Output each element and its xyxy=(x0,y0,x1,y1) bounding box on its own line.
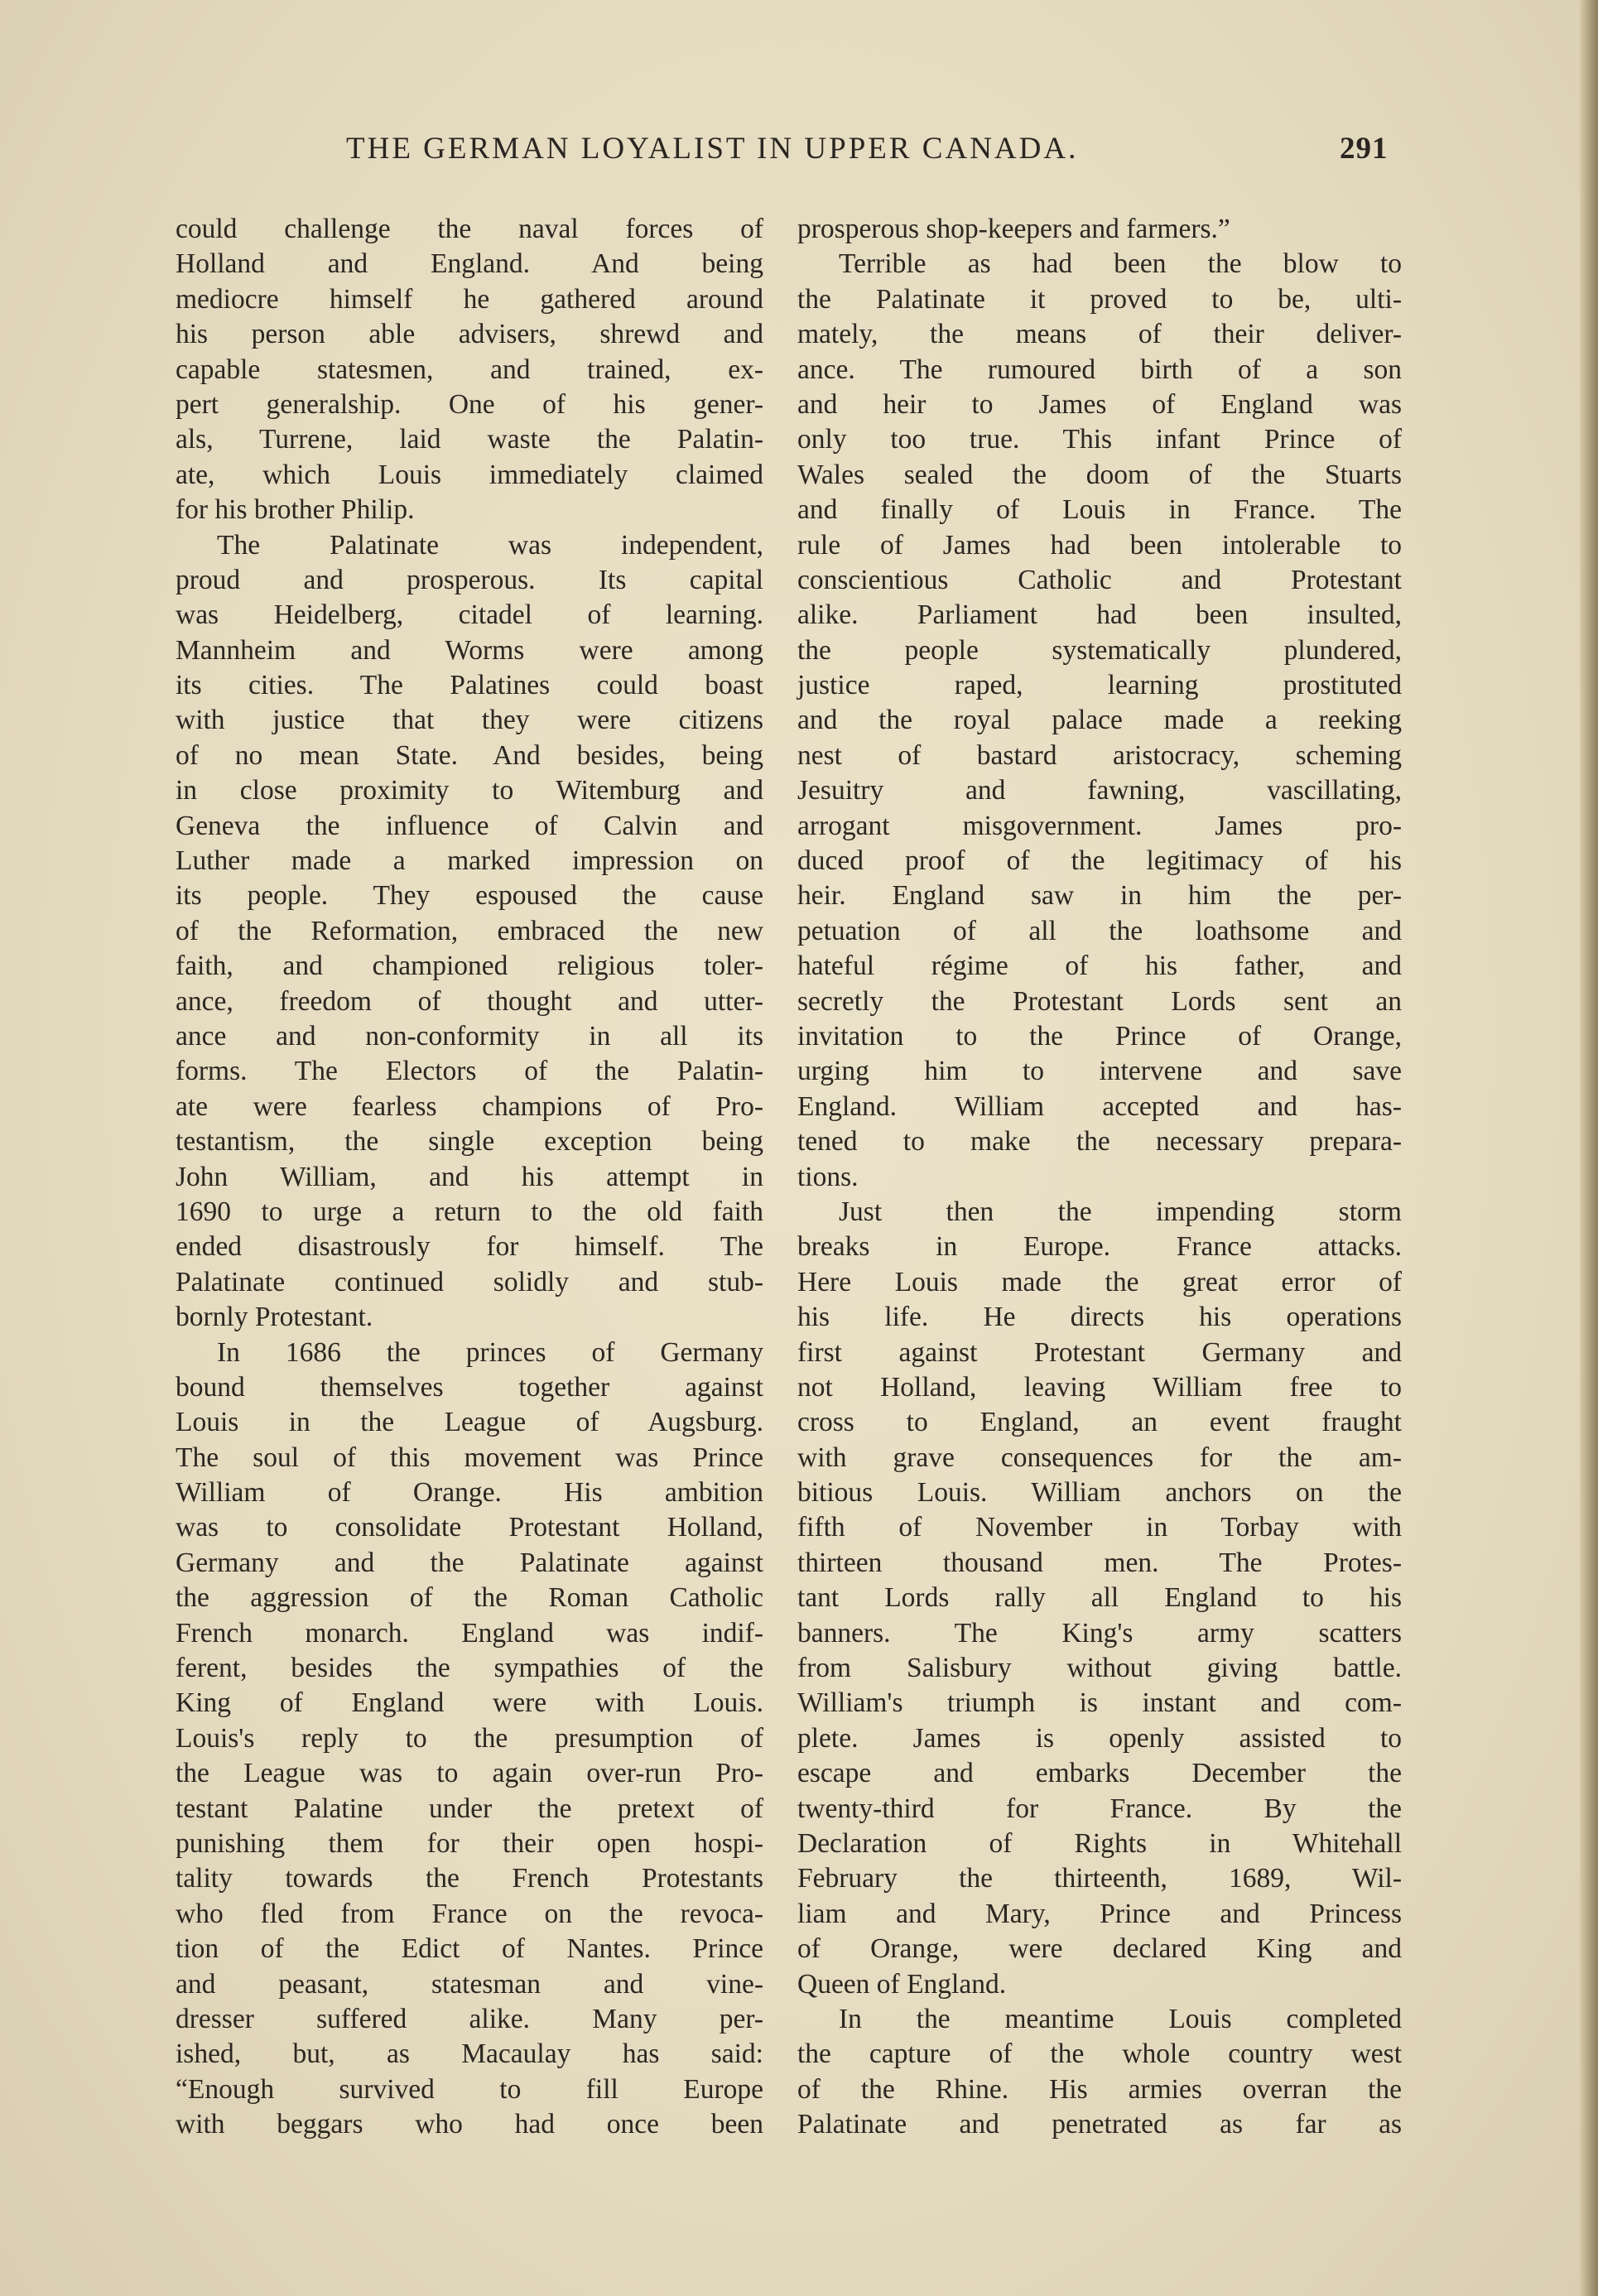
text-line: invitation to the Prince of Orange, xyxy=(797,1020,1402,1052)
text-line: punishing them for their open hospi- xyxy=(176,1827,763,1859)
text-line: twenty-third for France. By the xyxy=(797,1793,1402,1824)
text-line: of the Reformation, embraced the new xyxy=(176,915,763,946)
text-line: its people. They espoused the cause xyxy=(176,880,763,912)
text-line: the capture of the whole country west xyxy=(797,2038,1402,2070)
text-line: thirteen thousand men. The Protes- xyxy=(797,1547,1402,1578)
text-line: nest of bastard aristocracy, scheming xyxy=(797,739,1402,771)
text-line: heir. England saw in him the per- xyxy=(797,880,1402,912)
text-line: justice raped, learning prostituted xyxy=(797,670,1402,701)
text-line: capable statesmen, and trained, ex- xyxy=(176,354,763,385)
text-line: tant Lords rally all England to his xyxy=(797,1582,1402,1614)
text-line: William's triumph is instant and com- xyxy=(797,1687,1402,1719)
text-line: alike. Parliament had been insulted, xyxy=(797,599,1402,631)
text-line: William of Orange. His ambition xyxy=(176,1477,763,1509)
text-line: testantism, the single exception being xyxy=(176,1126,763,1158)
text-line: tions. xyxy=(797,1161,859,1192)
text-line: tality towards the French Protestants xyxy=(176,1863,763,1894)
text-line: his person able advisers, shrewd and xyxy=(176,319,763,350)
text-line: urging him to intervene and save xyxy=(797,1056,1402,1087)
text-line: Germany and the Palatinate against xyxy=(176,1547,763,1578)
text-line: could challenge the naval forces of xyxy=(176,214,763,244)
text-line: cross to England, an event fraught xyxy=(797,1407,1402,1438)
text-line: escape and embarks December the xyxy=(797,1758,1402,1789)
text-line: faith, and championed religious toler- xyxy=(176,951,763,982)
text-line: Wales sealed the doom of the Stuarts xyxy=(797,459,1402,490)
text-line: conscientious Catholic and Protestant xyxy=(797,564,1402,595)
text-line: first against Protestant Germany and xyxy=(797,1336,1402,1368)
text-line: fifth of November in Torbay with xyxy=(797,1512,1402,1543)
text-line: its cities. The Palatines could boast xyxy=(176,670,763,701)
text-line: ferent, besides the sympathies of the xyxy=(176,1653,763,1684)
text-line: rule of James had been intolerable to xyxy=(797,529,1402,561)
text-line: tened to make the necessary prepara- xyxy=(797,1126,1402,1158)
text-line: the people systematically plundered, xyxy=(797,634,1402,666)
text-line: from Salisbury without giving battle. xyxy=(797,1653,1402,1684)
text-line: pert generalship. One of his gener- xyxy=(176,388,763,420)
text-line: als, Turrene, laid waste the Palatin- xyxy=(176,424,763,455)
text-line: mediocre himself he gathered around xyxy=(176,283,763,315)
text-line: England. William accepted and has- xyxy=(797,1090,1402,1122)
right-column xyxy=(797,212,1402,2142)
text-line: tion of the Edict of Nantes. Prince xyxy=(176,1933,763,1965)
page-edge xyxy=(1580,0,1598,2296)
text-line: with grave consequences for the am- xyxy=(797,1442,1402,1473)
text-line: duced proof of the legitimacy of his xyxy=(797,845,1402,877)
text-line: and the royal palace made a reeking xyxy=(797,705,1402,736)
text-line: dresser suffered alike. Many per- xyxy=(176,2003,763,2034)
text-line: not Holland, leaving William free to xyxy=(797,1371,1402,1403)
text-line: ance. The rumoured birth of a son xyxy=(797,354,1402,385)
text-line: of Orange, were declared King and xyxy=(797,1933,1402,1965)
text-line: banners. The King's army scatters xyxy=(797,1617,1402,1649)
text-line: who fled from France on the revoca- xyxy=(176,1898,763,1929)
text-line: Just then the impending storm xyxy=(839,1196,1402,1227)
text-line: Luther made a marked impression on xyxy=(176,845,763,877)
text-line: “Enough survived to fill Europe xyxy=(176,2073,763,2105)
text-line: The Palatinate was independent, xyxy=(217,529,763,561)
left-column xyxy=(176,212,763,2142)
text-line: secretly the Protestant Lords sent an xyxy=(797,985,1402,1017)
page-number: 291 xyxy=(1340,132,1389,166)
text-line: bitious Louis. William anchors on the xyxy=(797,1477,1402,1509)
text-line: in close proximity to Witemburg and xyxy=(176,775,763,806)
text-line: of no mean State. And besides, being xyxy=(176,739,763,771)
text-line: testant Palatine under the pretext of xyxy=(176,1793,763,1824)
page-header xyxy=(0,131,1598,181)
text-line: Geneva the influence of Calvin and xyxy=(176,810,763,841)
text-line: liam and Mary, Prince and Princess xyxy=(797,1898,1402,1929)
text-line: forms. The Electors of the Palatin- xyxy=(176,1056,763,1087)
text-line: plete. James is openly assisted to xyxy=(797,1722,1402,1754)
text-line: French monarch. England was indif- xyxy=(176,1617,763,1649)
text-line: King of England were with Louis. xyxy=(176,1687,763,1719)
text-line: only too true. This infant Prince of xyxy=(797,424,1402,455)
text-line: Louis's reply to the presumption of xyxy=(176,1722,763,1754)
text-line: Holland and England. And being xyxy=(176,248,763,280)
text-line: with justice that they were citizens xyxy=(176,705,763,736)
text-line: petuation of all the loathsome and xyxy=(797,915,1402,946)
running-title: THE GERMAN LOYALIST IN UPPER CANADA. xyxy=(346,132,1079,166)
text-line: the League was to again over-run Pro- xyxy=(176,1758,763,1789)
text-line: with beggars who had once been xyxy=(176,2109,763,2140)
text-line: In the meantime Louis completed xyxy=(839,2003,1402,2034)
text-line: and heir to James of England was xyxy=(797,388,1402,420)
text-line: prosperous shop-keepers and farmers.” xyxy=(797,214,1230,244)
text-line: and finally of Louis in France. The xyxy=(797,494,1402,526)
text-line: Declaration of Rights in Whitehall xyxy=(797,1827,1402,1859)
text-line: John William, and his attempt in xyxy=(176,1161,763,1192)
text-line: of the Rhine. His armies overran the xyxy=(797,2073,1402,2105)
text-line: ished, but, as Macaulay has said: xyxy=(176,2038,763,2070)
text-line: hateful régime of his father, and xyxy=(797,951,1402,982)
text-line: Here Louis made the great error of xyxy=(797,1266,1402,1297)
text-line: arrogant misgovernment. James pro- xyxy=(797,810,1402,841)
text-line: The soul of this movement was Prince xyxy=(176,1442,763,1473)
text-line: the Palatinate it proved to be, ulti- xyxy=(797,283,1402,315)
text-line: ance, freedom of thought and utter- xyxy=(176,985,763,1017)
text-line: February the thirteenth, 1689, Wil- xyxy=(797,1863,1402,1894)
text-line: 1690 to urge a return to the old faith xyxy=(176,1196,763,1227)
text-line: was Heidelberg, citadel of learning. xyxy=(176,599,763,631)
text-line: Jesuitry and fawning, vascillating, xyxy=(797,775,1402,806)
text-line: ate, which Louis immediately claimed xyxy=(176,459,763,490)
text-line: and peasant, statesman and vine- xyxy=(176,1968,763,2000)
text-line: proud and prosperous. Its capital xyxy=(176,564,763,595)
text-line: for his brother Philip. xyxy=(176,494,415,526)
text-line: Palatinate continued solidly and stub- xyxy=(176,1266,763,1297)
text-line: the aggression of the Roman Catholic xyxy=(176,1582,763,1614)
text-line: ended disastrously for himself. The xyxy=(176,1231,763,1263)
text-line: bound themselves together against xyxy=(176,1371,763,1403)
text-line: ance and non-conformity in all its xyxy=(176,1020,763,1052)
text-line: was to consolidate Protestant Holland, xyxy=(176,1512,763,1543)
text-line: Terrible as had been the blow to xyxy=(839,248,1402,280)
text-line: Queen of England. xyxy=(797,1968,1007,2000)
text-line: his life. He directs his operations xyxy=(797,1302,1402,1333)
text-line: Louis in the League of Augsburg. xyxy=(176,1407,763,1438)
text-line: In 1686 the princes of Germany xyxy=(217,1336,763,1368)
text-line: mately, the means of their deliver- xyxy=(797,319,1402,350)
text-line: Mannheim and Worms were among xyxy=(176,634,763,666)
text-line: ate were fearless champions of Pro- xyxy=(176,1090,763,1122)
text-line: breaks in Europe. France attacks. xyxy=(797,1231,1402,1263)
text-line: Palatinate and penetrated as far as xyxy=(797,2109,1402,2140)
text-line: bornly Protestant. xyxy=(176,1302,373,1333)
